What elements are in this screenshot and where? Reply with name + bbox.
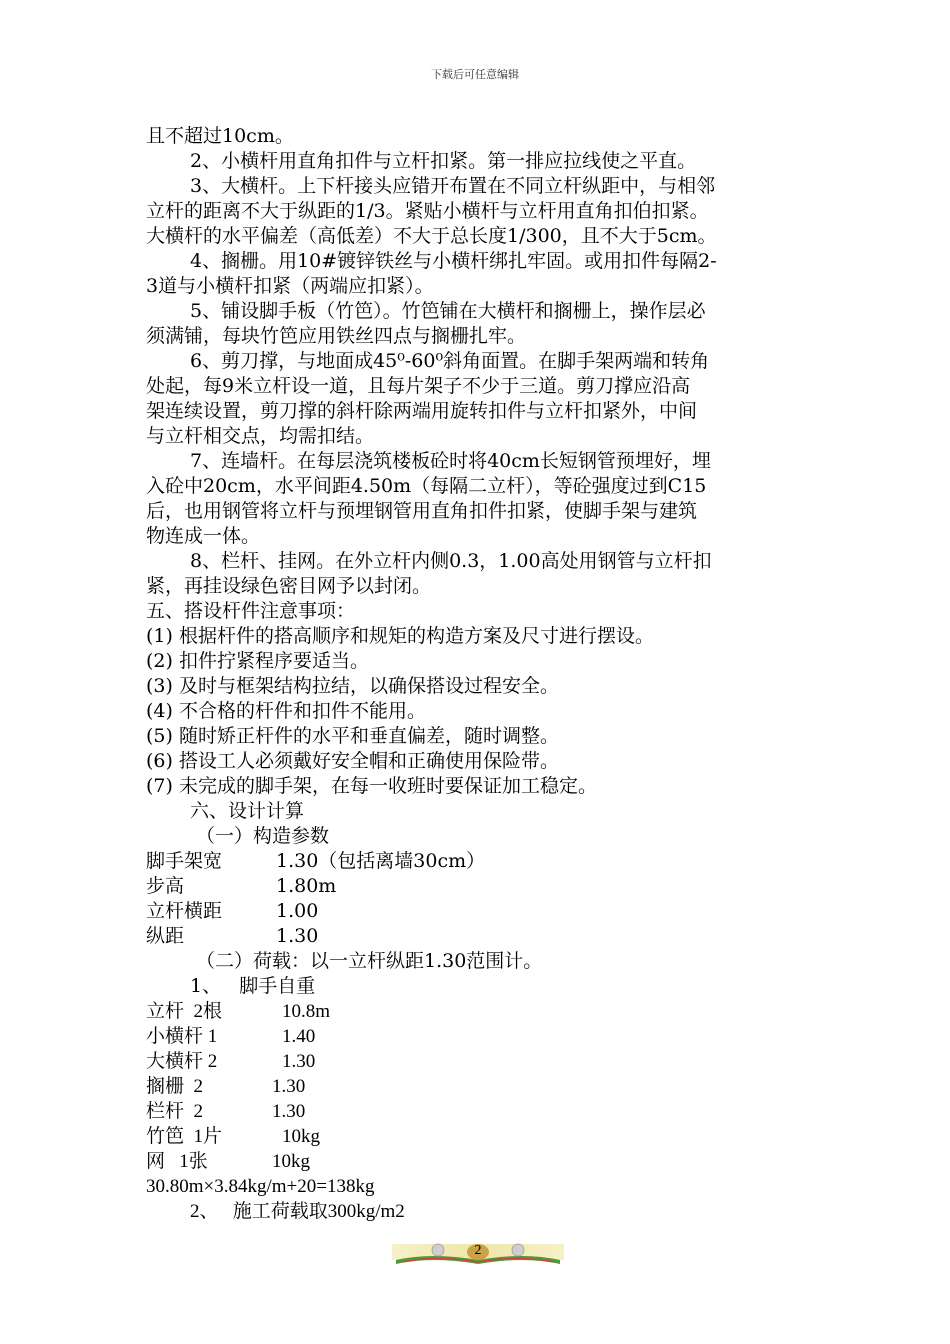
list-item: (1) 根据杆件的搭高顺序和规矩的构造方案及尺寸进行摆设。 (146, 625, 654, 647)
subsection-heading: （二）荷载：以一立杆纵距1.30范围计。 (196, 950, 543, 972)
list-item: (7) 未完成的脚手架，在每一收班时要保证加工稳定。 (146, 775, 597, 797)
param-row (146, 924, 811, 949)
text-line: 3道与小横杆扣紧（两端应扣紧）。 (146, 275, 434, 297)
text-line: 2、小横杆用直角扣件与立杆扣紧。第一排应拉线使之平直。 (190, 150, 697, 172)
subsection-heading: 1、 脚手自重 (190, 975, 316, 997)
subsection-heading: （一）构造参数 (196, 825, 330, 847)
text-line: 入砼中20cm，水平间距4.50m（每隔二立杆），等砼强度过到C15 (146, 475, 707, 497)
param-label: 脚手架宽 (146, 850, 223, 872)
list-item: (3) 及时与框架结构拉结，以确保搭设过程安全。 (146, 675, 559, 697)
section-heading: 六、设计计算 (190, 800, 305, 822)
item-value: 1.30 (272, 1076, 306, 1097)
page-footer-banner (392, 1240, 564, 1266)
item-row (146, 1074, 811, 1099)
item-row (146, 999, 811, 1024)
text-line: 3、大横杆。上下杆接头应错开布置在不同立杆纵距中，与相邻 (190, 175, 716, 197)
text-line: 且不超过10cm。 (146, 125, 294, 147)
item-label: 立杆 2根 (146, 1001, 223, 1022)
item-row (146, 1099, 811, 1124)
text-line: 7、连墙杆。在每层浇筑楼板砼时将40cm长短钢管预埋好，埋 (190, 450, 711, 472)
item-label: 大横杆 2 (146, 1051, 218, 1072)
param-value: 1.30（包括离墙30cm） (276, 850, 486, 872)
item-row (146, 1024, 811, 1049)
page-number: 2 (474, 1243, 482, 1258)
text-line: 4、搁栅。用10#镀锌铁丝与小横杆绑扎牢固。或用扣件每隔2- (190, 250, 717, 272)
item-label: 小横杆 1 (146, 1026, 218, 1047)
param-label: 步高 (146, 875, 185, 897)
param-value: 1.30 (276, 925, 319, 947)
item-label: 网 1张 (146, 1151, 208, 1172)
list-item: (6) 搭设工人必须戴好安全帽和正确使用保险带。 (146, 750, 559, 772)
text-line: 后，也用钢管将立杆与预埋钢管用直角扣件扣紧，使脚手架与建筑 (146, 500, 698, 522)
document-body (146, 124, 811, 1224)
text-line: 5、铺设脚手板（竹笆）。竹笆铺在大横杆和搁栅上，操作层必 (190, 300, 706, 322)
item-value: 1.30 (282, 1051, 316, 1072)
text-line: 6、剪刀撑，与地面成45⁰-60⁰斜角面置。在脚手架两端和转角 (190, 350, 710, 372)
text-line: 与立杆相交点，均需扣结。 (146, 425, 375, 447)
param-label: 纵距 (146, 925, 185, 947)
text-line: 8、栏杆、挂网。在外立杆内侧0.3，1.00高处用钢管与立杆扣 (190, 550, 712, 572)
page-header: 下载后可任意编辑 (431, 68, 519, 81)
param-row (146, 849, 811, 874)
param-value: 1.80m (276, 875, 337, 897)
param-label: 立杆横距 (146, 900, 223, 922)
item-label: 栏杆 2 (146, 1101, 204, 1122)
item-value: 1.30 (272, 1101, 306, 1122)
text-line: 处起，每9米立杆设一道，且每片架子不少于三道。剪刀撑应沿高 (146, 375, 691, 397)
text-line: 立杆的距离不大于纵距的1/3。紧贴小横杆与立杆用直角扣伯扣紧。 (146, 200, 709, 222)
list-item: (4) 不合格的杆件和扣件不能用。 (146, 700, 426, 722)
param-value: 1.00 (276, 900, 319, 922)
item-row (146, 1149, 811, 1174)
item-label: 搁栅 2 (146, 1076, 204, 1097)
text-line: 紧，再挂设绿色密目网予以封闭。 (146, 575, 432, 597)
text-line: 大横杆的水平偏差（高低差）不大于总长度1/300，且不大于5cm。 (146, 225, 717, 247)
list-item: (2) 扣件拧紧程序要适当。 (146, 650, 369, 672)
param-row (146, 874, 811, 899)
text-line: 须满铺，每块竹笆应用铁丝四点与搁栅扎牢。 (146, 325, 527, 347)
text-line: 2、 施工荷载取300kg/m2 (190, 1201, 405, 1222)
formula-line: 30.80m×3.84kg/m+20=138kg (146, 1176, 375, 1197)
item-value: 1.40 (282, 1026, 316, 1047)
list-item: (5) 随时矫正杆件的水平和垂直偏差，随时调整。 (146, 725, 559, 747)
item-row (146, 1124, 811, 1149)
item-value: 10.8m (282, 1001, 331, 1022)
text-line: 架连续设置，剪刀撑的斜杆除两端用旋转扣件与立杆扣紧外，中间 (146, 400, 698, 422)
text-line: 物连成一体。 (146, 525, 261, 547)
item-value: 10kg (282, 1126, 320, 1147)
section-heading: 五、搭设杆件注意事项： (146, 600, 356, 622)
item-label: 竹笆 1片 (146, 1126, 223, 1147)
item-row (146, 1049, 811, 1074)
param-row (146, 899, 811, 924)
item-value: 10kg (272, 1151, 310, 1172)
